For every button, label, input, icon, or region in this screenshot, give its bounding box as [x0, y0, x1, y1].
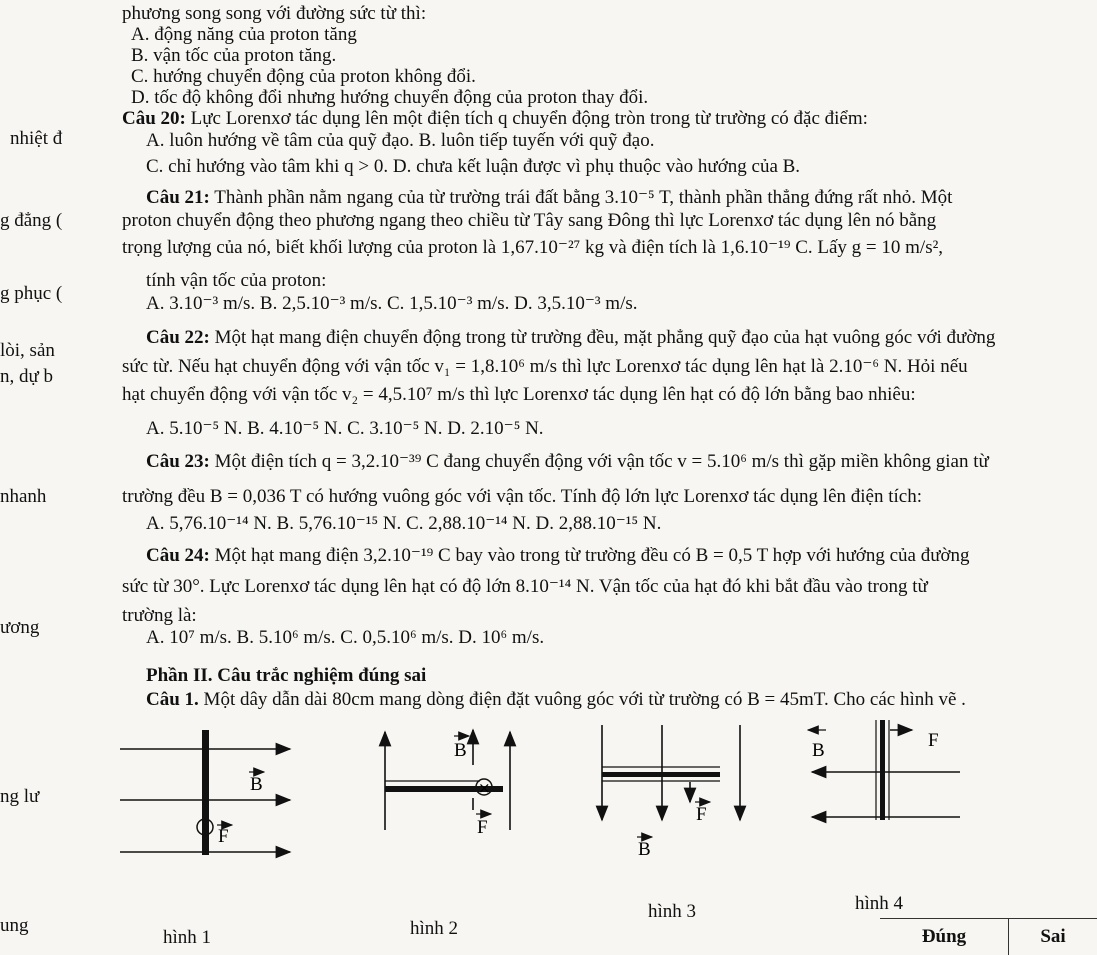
field-label-B: B — [454, 740, 467, 761]
answer-option: C. chỉ hướng vào tâm khi q > 0. D. chưa kết luận được vì phụ thuộc vào hướng của B. — [146, 156, 801, 177]
question-22 — [146, 327, 995, 349]
question-text: Một hạt mang điện chuyển động trong từ trường đều, mặt phẳng quỹ đạo của hạt vuông góc với đường — [209, 327, 996, 348]
part2-question-1 — [146, 689, 966, 711]
answer-option: B. vận tốc của proton tăng. — [131, 45, 337, 66]
figure-caption: hình 3 — [648, 901, 697, 922]
figure-4 — [800, 720, 970, 830]
question-line: hạt chuyển động với vận tốc v₂ = 4,5.10⁷ m/s thì lực Lorenxơ tác dụng lên hạt có độ lớn bằng bao nhiêu: — [122, 384, 916, 405]
force-label-F: F — [477, 817, 488, 838]
answer-options: A. 5,76.10⁻¹⁴ N. B. 5,76.10⁻¹⁵ N. C. 2,88.10⁻¹⁴ N. D. 2,88.10⁻¹⁵ N. — [146, 513, 662, 534]
question-number: Câu 24: — [146, 545, 210, 566]
margin-fragment: ung — [0, 915, 29, 936]
question-20 — [122, 108, 868, 130]
question-line: trọng lượng của nó, biết khối lượng của proton là 1,67.10⁻²⁷ kg và điện tích là 1,6.10⁻¹⁹ C. Lấy g = 10 m/s², — [122, 237, 944, 258]
answer-options: A. 10⁷ m/s. B. 5.10⁶ m/s. C. 0,5.10⁶ m/s. D. 10⁶ m/s. — [146, 627, 545, 648]
force-label-F: F — [218, 826, 229, 847]
answer-option: D. tốc độ không đổi nhưng hướng chuyển động của proton thay đổi. — [131, 87, 649, 108]
field-label-B: B — [812, 740, 825, 761]
field-label-B: B — [250, 774, 263, 795]
force-symbol-dot — [203, 825, 208, 830]
force-label-F: F — [696, 804, 707, 825]
question-line: tính vận tốc của proton: — [146, 270, 327, 291]
wire-conductor — [880, 720, 885, 820]
question-24 — [146, 545, 970, 567]
question-text: Lực Lorenxơ tác dụng lên một điện tích q chuyển động tròn trong từ trường có đặc điểm: — [185, 108, 868, 129]
question-line: trường là: — [122, 605, 197, 626]
wire-conductor — [202, 730, 209, 855]
answer-options: A. 3.10⁻³ m/s. B. 2,5.10⁻³ m/s. C. 1,5.10⁻³ m/s. D. 3,5.10⁻³ m/s. — [146, 293, 638, 314]
question-line: sức từ 30°. Lực Lorenxơ tác dụng lên hạt có độ lớn 8.10⁻¹⁴ N. Vận tốc của hạt đó khi bắt đầu vào trong từ — [122, 576, 928, 597]
figure-caption: hình 1 — [163, 927, 212, 948]
margin-fragment: lòi, sản — [0, 340, 55, 361]
force-label-F: F — [928, 730, 939, 751]
question-number: Câu 1. — [146, 689, 199, 710]
answer-options: A. 5.10⁻⁵ N. B. 4.10⁻⁵ N. C. 3.10⁻⁵ N. D. 2.10⁻⁵ N. — [146, 418, 544, 439]
answer-option: C. hướng chuyển động của proton không đổi. — [131, 66, 476, 87]
question-line: proton chuyển động theo phương ngang theo chiều từ Tây sang Đông thì lực Lorenxơ tác dụng lên nó bằng — [122, 210, 937, 231]
margin-fragment: nhanh — [0, 486, 47, 507]
answer-option: A. luôn hướng về tâm của quỹ đạo. B. luôn tiếp tuyến với quỹ đạo. — [146, 130, 655, 151]
margin-fragment: ng lư — [0, 786, 40, 807]
question-text: Thành phần nằm ngang của từ trường trái đất bằng 3.10⁻⁵ T, thành phần thẳng đứng rất nhỏ. Một — [209, 187, 953, 208]
margin-fragment: ương — [0, 617, 40, 638]
figure-3 — [590, 720, 760, 860]
question-number: Câu 21: — [146, 187, 210, 208]
current-symbol-cross: × — [478, 779, 491, 797]
question-text: Một điện tích q = 3,2.10⁻³⁹ C đang chuyển động với vận tốc v = 5.10⁶ m/s thì gặp miền không gian từ — [209, 451, 989, 472]
question-number: Câu 23: — [146, 451, 210, 472]
margin-fragment: g đẳng ( — [0, 210, 63, 231]
answer-option: A. động năng của proton tăng — [131, 24, 357, 45]
question-number: Câu 22: — [146, 327, 210, 348]
margin-fragment: nhiệt đ — [10, 128, 63, 149]
question-23 — [146, 451, 989, 473]
true-false-table — [880, 918, 1097, 955]
figure-caption: hình 4 — [855, 893, 904, 914]
wire-conductor — [602, 772, 720, 777]
question-21 — [146, 187, 952, 209]
figure-caption: hình 2 — [410, 918, 459, 939]
question-text: Một dây dẫn dài 80cm mang dòng điện đặt vuông góc với từ trường có B = 45mT. Cho các hình vẽ . — [198, 689, 966, 710]
margin-fragment: g phục ( — [0, 283, 63, 304]
margin-fragment: n, dự b — [0, 366, 54, 387]
field-label-B: B — [638, 839, 651, 860]
table-header-dung: Đúng — [880, 919, 1009, 955]
figure-1 — [110, 730, 310, 870]
question-line: sức từ. Nếu hạt chuyển động với vận tốc v₁ = 1,8.10⁶ m/s thì lực Lorenxơ tác dụng lên hạt là 2.10⁻⁶ N. Hỏi nếu — [122, 356, 968, 377]
table-header-sai: Sai — [1040, 926, 1066, 947]
question-number: Câu 20: — [122, 108, 186, 129]
question-text: Một hạt mang điện 3,2.10⁻¹⁹ C bay vào trong từ trường đều có B = 0,5 T hợp với hướng của đường — [209, 545, 970, 566]
section-heading: Phần II. Câu trắc nghiệm đúng sai — [146, 665, 427, 686]
question-line: trường đều B = 0,036 T có hướng vuông góc với vận tốc. Tính độ lớn lực Lorenxơ tác dụng lên điện tích: — [122, 486, 923, 507]
question-line: phương song song với đường sức từ thì: — [122, 3, 427, 24]
figure-2 — [370, 720, 530, 850]
